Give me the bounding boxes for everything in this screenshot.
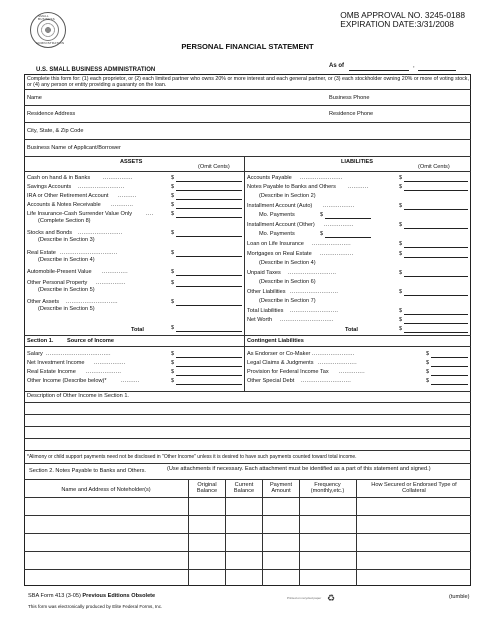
legal-claims-field[interactable] — [431, 366, 468, 367]
contingent-label: Provision for Federal Income Tax — [247, 369, 329, 375]
seal-emblem-icon — [37, 19, 59, 41]
leader-dots: ................. — [94, 360, 126, 366]
liabilities-heading: LIABILITIES — [341, 159, 374, 165]
leader-dots: ........................ — [78, 230, 123, 236]
form-title: PERSONAL FINANCIAL STATEMENT — [181, 42, 314, 51]
leader-dots: ................. — [323, 203, 355, 209]
dollar-sign: $ — [426, 351, 430, 357]
asset-ira-field[interactable] — [176, 199, 242, 200]
dollar-sign: $ — [171, 202, 175, 208]
as-of-year-field[interactable] — [418, 70, 456, 71]
column-header-payment-amount: Payment Amount — [269, 482, 293, 494]
omb-block — [340, 11, 465, 29]
asset-label: Savings Accounts — [27, 184, 72, 190]
column-header-frequency: Frequency (monthly,etc.) — [310, 482, 345, 494]
salary-field[interactable] — [176, 357, 242, 358]
name-field-line[interactable] — [24, 105, 471, 106]
divider — [24, 463, 471, 464]
table-row[interactable] — [24, 533, 471, 534]
leader-dots: ................................... — [46, 351, 111, 357]
leader-dots: .................. — [320, 251, 354, 257]
leader-dots: ....................... — [312, 351, 355, 357]
asset-label: Real Estate — [27, 250, 56, 256]
asset-label: IRA or Other Retirement Account — [27, 193, 109, 199]
liability-sublabel: (Describe in Section 2) — [259, 193, 316, 199]
liability-notes-payable-field[interactable] — [404, 190, 468, 191]
liability-label: Net Worth — [247, 317, 273, 323]
leader-dots: ................ — [103, 175, 133, 181]
liabilities-total-field[interactable] — [404, 332, 468, 333]
instructions-text: Complete this form for: (1) each proprietor, or (2) each limited partner who owns 20% or more interest and each general partner, or (3) each stockholder owning 20% or more of voting stock, or (4) any person or entity providing a guaranty on the loan. — [27, 76, 469, 89]
contingent-heading: Contingent Liabilities — [247, 338, 304, 344]
dollar-sign: $ — [399, 222, 403, 228]
asset-personal-property-field[interactable] — [176, 286, 242, 287]
leader-dots: ............ — [111, 202, 134, 208]
as-of-label: As of — [329, 63, 344, 69]
liability-accounts-payable-field[interactable] — [404, 181, 468, 182]
liability-loan-life-field[interactable] — [404, 247, 468, 248]
liability-label: Unpaid Taxes — [247, 270, 281, 276]
asset-label: Accounts & Notes Receivable — [27, 202, 101, 208]
divider — [24, 156, 471, 157]
leader-dots: .... — [146, 211, 154, 217]
leader-dots: .......................... — [290, 289, 339, 295]
leader-dots: ............................... — [60, 250, 118, 256]
asset-stocks-field[interactable] — [176, 236, 242, 237]
dollar-sign: $ — [426, 360, 430, 366]
income-label: Real Estate Income — [27, 369, 76, 375]
leader-dots: ................... — [86, 369, 122, 375]
recycle-icon: ♻ — [327, 593, 336, 603]
dollar-sign: $ — [171, 211, 175, 217]
liability-other-field[interactable] — [404, 295, 468, 296]
business-phone-label: Business Phone — [329, 95, 370, 101]
liability-label: Loan on Life Insurance — [247, 241, 304, 247]
table-row[interactable] — [24, 515, 471, 516]
leader-dots: ....................... — [300, 175, 343, 181]
dollar-sign: $ — [171, 193, 175, 199]
asset-savings-field[interactable] — [176, 190, 242, 191]
asset-cash-field[interactable] — [176, 181, 242, 182]
as-of-date-field[interactable] — [349, 70, 409, 71]
assets-total-field[interactable] — [176, 331, 242, 332]
other-special-debt-field[interactable] — [431, 384, 468, 385]
leader-dots: ............................ — [66, 299, 118, 305]
liability-label: Mortgages on Real Estate — [247, 251, 312, 257]
assets-omit-cents: (Omit Cents) — [198, 164, 230, 170]
asset-other-field[interactable] — [176, 305, 242, 306]
column-header-secured: How Secured or Endorsed Type of Collateral — [371, 482, 457, 494]
liability-label: Notes Payable to Banks and Others — [247, 184, 336, 190]
liability-unpaid-taxes-field[interactable] — [404, 276, 468, 277]
dollar-sign: $ — [171, 325, 175, 331]
leader-dots: .............. — [102, 269, 128, 275]
asset-label: Life Insurance-Cash Surrender Value Only — [27, 211, 132, 217]
dollar-sign: $ — [171, 360, 175, 366]
asset-label: Automobile-Present Value — [27, 269, 92, 275]
dollar-sign: $ — [399, 326, 403, 332]
section1-heading: Source of Income — [67, 338, 114, 344]
city-state-zip-label: City, State, & Zip Code — [27, 128, 84, 134]
income-label: Salary — [27, 351, 43, 357]
leader-dots: ........... — [348, 184, 369, 190]
divider — [24, 171, 471, 172]
table-row[interactable] — [24, 551, 471, 552]
address-field-line[interactable] — [24, 122, 471, 123]
agency-name: U.S. SMALL BUSINESS ADMINISTRATION — [36, 67, 156, 73]
dollar-sign: $ — [320, 231, 324, 237]
net-investment-income-field[interactable] — [176, 366, 242, 367]
asset-label: Other Assets — [27, 299, 60, 305]
endorser-field[interactable] — [431, 357, 468, 358]
liabilities-total-label: Total — [345, 327, 358, 333]
liability-installment-other-field[interactable] — [404, 228, 468, 229]
section2-heading: Section 2. Notes Payable to Banks and Others. — [29, 468, 146, 474]
liability-auto-field[interactable] — [404, 209, 468, 210]
column-header-original-balance: Original Balance — [196, 482, 218, 494]
residence-address-label: Residence Address — [27, 111, 76, 117]
seal-top-text: SMALL BUSINESS — [38, 14, 55, 22]
liability-sublabel: (Describe in Section 7) — [259, 298, 316, 304]
column-header-noteholder: Name and Address of Noteholder(s) — [61, 487, 151, 493]
dollar-sign: $ — [171, 280, 175, 286]
contingent-label: Other Special Debt — [247, 378, 295, 384]
dollar-sign: $ — [171, 175, 175, 181]
liability-mortgages-field[interactable] — [404, 257, 468, 258]
residence-phone-label: Residence Phone — [329, 111, 374, 117]
other-income-description-label: Description of Other Income in Section 1. — [27, 393, 129, 399]
form-number: SBA Form 413 (3-05) — [28, 593, 81, 599]
asset-automobile-field[interactable] — [176, 275, 242, 276]
description-line[interactable] — [24, 402, 471, 403]
real-estate-income-field[interactable] — [176, 375, 242, 376]
asset-real-estate-field[interactable] — [176, 256, 242, 257]
asset-label: Cash on hand & in Banks — [27, 175, 91, 181]
other-income-field[interactable] — [176, 384, 242, 385]
description-line[interactable] — [24, 426, 471, 427]
description-line[interactable] — [24, 414, 471, 415]
leader-dots: ................ — [96, 280, 126, 286]
dollar-sign: $ — [171, 184, 175, 190]
leader-dots: ......................... — [78, 184, 125, 190]
asset-sublabel: (Describe in Section 3) — [38, 237, 95, 243]
liability-sublabel: Mo. Payments — [259, 212, 295, 218]
other-monthly-payment-field[interactable] — [325, 237, 371, 238]
asset-label: Stocks and Bonds — [27, 230, 73, 236]
divider — [24, 391, 471, 392]
dollar-sign: $ — [426, 369, 430, 375]
dollar-sign: $ — [399, 241, 403, 247]
leader-dots: ............................. — [280, 317, 334, 323]
previous-editions-note: Previous Editions Obsolete — [82, 593, 156, 599]
leader-dots: .......................... — [288, 270, 337, 276]
dollar-sign: $ — [320, 212, 324, 218]
liability-label: Installment Account (Auto) — [247, 203, 313, 209]
liability-sublabel: (Describe in Section 6) — [259, 279, 316, 285]
asset-sublabel: (Describe in Section 5) — [38, 287, 95, 293]
auto-monthly-payment-field[interactable] — [325, 218, 371, 219]
contingent-label: As Endorser or Co-Maker — [247, 351, 311, 357]
column-header-current-balance: Current Balance — [233, 482, 255, 494]
leader-dots: .............. — [339, 369, 365, 375]
leader-dots: ........................... — [301, 378, 352, 384]
asset-receivable-field[interactable] — [176, 208, 242, 209]
as-of-comma: , — [413, 63, 415, 69]
dollar-sign: $ — [399, 175, 403, 181]
assets-total-label: Total — [131, 327, 144, 333]
omb-approval: OMB APPROVAL NO. 3245-0188 — [340, 10, 465, 20]
liability-label: Accounts Payable — [247, 175, 292, 181]
asset-sublabel: (Complete Section 8) — [38, 218, 91, 224]
asset-life-insurance-field[interactable] — [176, 217, 242, 218]
contingent-label: Legal Claims & Judgments — [247, 360, 314, 366]
income-label: Net Investment Income — [27, 360, 85, 366]
divider — [24, 346, 471, 347]
liability-label: Other Liabilities — [247, 289, 286, 295]
dollar-sign: $ — [171, 351, 175, 357]
liability-sublabel: (Describe in Section 4) — [259, 260, 316, 266]
dollar-sign: $ — [171, 269, 175, 275]
form-id-footer — [28, 593, 155, 599]
leader-dots: ..................... — [318, 360, 357, 366]
produced-by-note: This form was electronically produced by Elite Federal Forms, Inc. — [28, 604, 163, 609]
dollar-sign: $ — [171, 250, 175, 256]
leader-dots: .......... — [121, 378, 140, 384]
federal-tax-field[interactable] — [431, 375, 468, 376]
dollar-sign: $ — [399, 317, 403, 323]
section1-number: Section 1. — [27, 338, 54, 344]
seal-bottom-text: ADMINISTRATION — [36, 40, 65, 45]
description-line[interactable] — [24, 438, 471, 439]
dollar-sign: $ — [399, 270, 403, 276]
liability-sublabel: Mo. Payments — [259, 231, 295, 237]
dollar-sign: $ — [171, 369, 175, 375]
dollar-sign: $ — [171, 378, 175, 384]
description-line[interactable] — [24, 450, 471, 451]
tumble-note: (tumble) — [449, 594, 470, 600]
section2-note: (Use attachments if necessary. Each attachment must be identified as a part of this statement and signed.) — [167, 466, 431, 472]
table-row[interactable] — [24, 569, 471, 570]
dollar-sign: $ — [399, 308, 403, 314]
dollar-sign: $ — [426, 378, 430, 384]
net-worth-field[interactable] — [404, 323, 468, 324]
expiration-date: EXPIRATION DATE:3/31/2008 — [340, 19, 454, 30]
recycled-note: Printed on recycled paper — [287, 596, 322, 600]
dollar-sign: $ — [399, 289, 403, 295]
leader-dots: ................ — [324, 222, 354, 228]
assets-heading: ASSETS — [120, 159, 143, 165]
business-name-label: Business Name of Applicant/Borrower — [27, 145, 121, 151]
divider — [24, 335, 471, 336]
liabilities-omit-cents: (Omit Cents) — [418, 164, 450, 170]
liability-label: Total Liabilities — [247, 308, 284, 314]
dollar-sign: $ — [399, 184, 403, 190]
asset-sublabel: (Describe in Section 4) — [38, 257, 95, 263]
dollar-sign: $ — [399, 251, 403, 257]
leader-dots: .......... — [118, 193, 137, 199]
asset-label: Other Personal Property — [27, 280, 88, 286]
income-label: Other Income (Describe below)* — [27, 378, 107, 384]
column-divider — [244, 335, 245, 391]
asset-sublabel: (Describe in Section 5) — [38, 306, 95, 312]
alimony-note: *Alimony or child support payments need not be disclosed in "Other Income" unless it is desired to have such payments counted toward total income. — [27, 454, 357, 460]
total-liabilities-field[interactable] — [404, 314, 468, 315]
city-field-line[interactable] — [24, 139, 471, 140]
divider — [24, 479, 471, 480]
divider — [24, 89, 471, 90]
liability-label: Installment Account (Other) — [247, 222, 315, 228]
dollar-sign: $ — [399, 203, 403, 209]
dollar-sign: $ — [171, 230, 175, 236]
leader-dots: .......................... — [290, 308, 339, 314]
leader-dots: ..................... — [312, 241, 351, 247]
name-label: Name — [27, 95, 42, 101]
column-divider — [244, 156, 245, 335]
dollar-sign: $ — [171, 299, 175, 305]
table-row[interactable] — [24, 497, 471, 498]
